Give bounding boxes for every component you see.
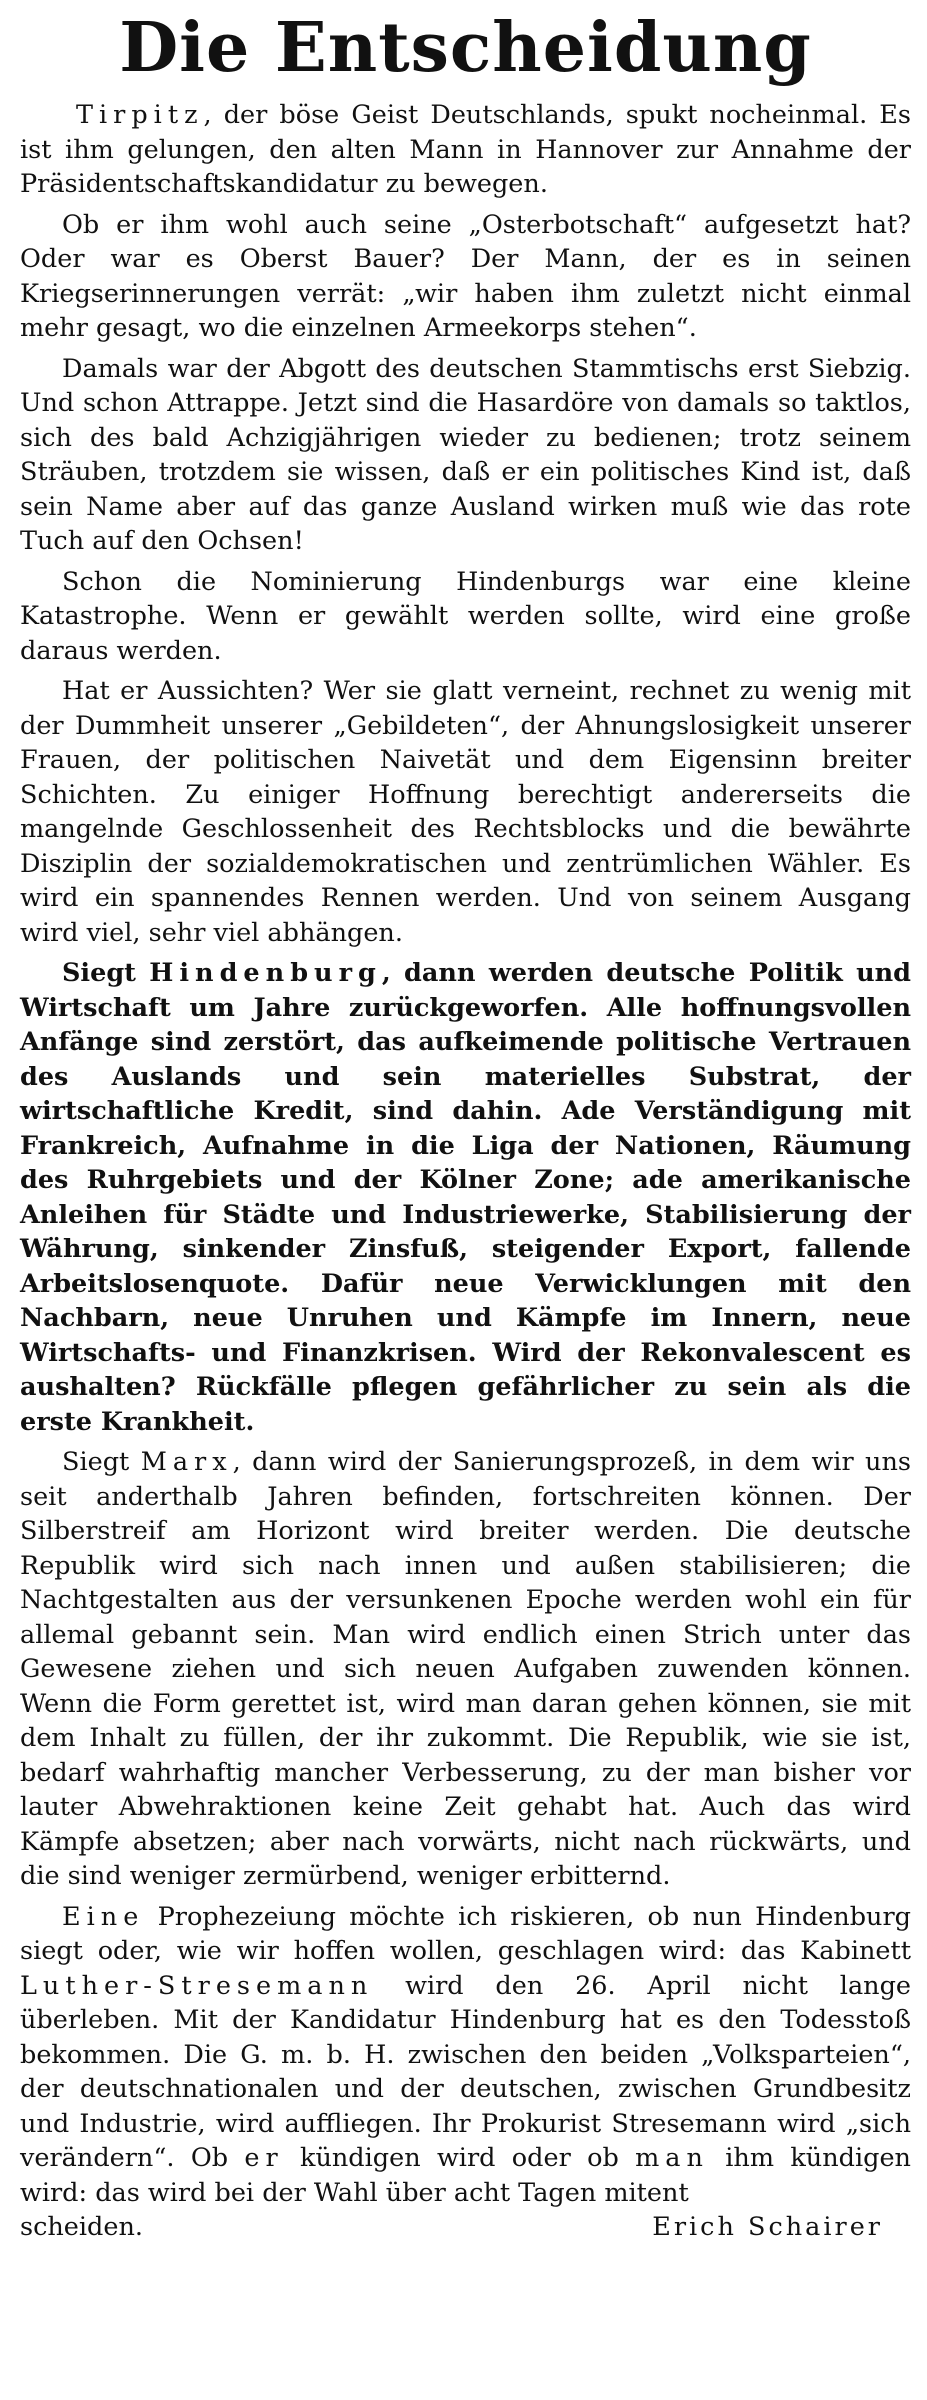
paragraph-6 [20,956,911,1439]
spaced-name-marx: Marx [140,1447,233,1477]
lead-word-eine: Eine [62,1901,145,1932]
paragraph-1 [20,98,911,202]
paragraph-8-text-d: ihm kündigen wird: das wird bei der Wahl über acht Tagen mitent [20,2143,911,2208]
paragraph-8-text-c: kündigen wird oder ob [283,2143,636,2173]
spaced-word-man: man [635,2143,709,2173]
paragraph-6-text: , dann werden deutsche Politik und Wirtschaft um Jahre zurückgeworfen. Alle hoffnungsvollen Anfänge sind zerstört, das aufkeimende politische Vertrauen des Auslands und sein materielles Substrat, der wirtschaftliche Kredit, sind dahin. Ade Verständigung mit Frankreich, Aufnahme in die Liga der Nationen, Räumung des Ruhrgebiets und der Kölner Zone; ade amerikanische Anleihen für Städte und Industriewerke, Stabilisierung der Währung, sinkender Zinsfuß, steigender Export, fallende Arbeitslosenquote. Dafür neue Verwicklungen mit den Nachbarn, neue Unruhen und Kämpfe im Innern, neue Wirtschafts- und Finanzkrisen. Wird der Rekonvalescent es aushalten? Rückfälle pflegen gefährlicher zu sein als die erste Krankheit. [20,958,911,1437]
closing-line [20,2210,911,2245]
paragraph-2-text: Ob er ihm wohl auch seine „Osterbotschaft“ aufgesetzt hat? Oder war es Oberst Bauer? Der Mann, der es in seinen Kriegserinnerungen verrät: „wir haben ihm zuletzt nicht einmal mehr gesagt, wo die einzelnen Armeekorps stehen“. [20,209,911,343]
paragraph-8-text-a: Prophezeiung möchte ich riskieren, ob nun Hindenburg siegt oder, wie wir hoffen wollen, geschlagen wird: das Kabinett [20,1901,911,1966]
paragraph-8-text-b: wird den 26. April nicht lange überleben. Mit der Kandidatur Hindenburg hat es den Todesstoß bekommen. Die G. m. b. H. zwischen den beiden „Volksparteien“, der deutschnationalen und der deutschen, zwischen Grundbesitz und Industrie, wird auffliegen. Ihr Prokurist Stresemann wird „sich verändern“. Ob [20,1970,911,2173]
paragraph-7 [20,1445,911,1894]
paragraph-4-text: Schon die Nominierung Hindenburgs war eine kleine Katastrophe. Wenn er gewählt werden sollte, wird eine große daraus werden. [20,566,911,666]
paragraph-2 [20,208,911,346]
paragraph-4 [20,565,911,669]
lead-word-tirpitz: Tirpitz [76,100,204,130]
paragraph-7-prefix: Siegt [62,1447,141,1477]
paragraph-7-text: , dann wird der Sanierungsprozeß, in dem wir uns seit anderthalb Jahren befinden, fortschreiten können. Der Silberstreif am Horizont wird breiter werden. Die deutsche Republik wird sich nach innen und außen stabilisieren; die Nachtgestalten aus der versunkenen Epoche werden wohl ein für allemal gebannt sein. Man wird endlich einen Strich unter das Gewesene ziehen und sich neuen Aufgaben zuwenden können. Wenn die Form gerettet ist, wird man daran gehen können, sie mit dem Inhalt zu füllen, der ihr zukommt. Die Republik, wie sie ist, bedarf wahrhaftig mancher Verbesserung, zu der man bisher vor lauter Abwehraktionen keine Zeit gehabt hat. Auch das wird Kämpfe absetzen; aber nach vorwärts, nicht nach rückwärts, und die sind weniger zermürbend, weniger erbitternd. [20,1447,911,1891]
spaced-name-hindenburg: Hindenburg [149,958,382,988]
spaced-word-er: er [244,2143,284,2173]
article-title: Die Entscheidung [119,8,812,88]
paragraph-3 [20,352,911,559]
closing-word: scheiden. [20,2212,143,2242]
paragraph-8 [20,1900,911,2211]
paragraph-6-prefix: Siegt [62,958,150,988]
spaced-name-luther-stresemann: Luther-Stresemann [20,1970,374,2001]
paragraph-3-text: Damals war der Abgott des deutschen Stammtischs erst Siebzig. Und schon Attrappe. Jetzt sind die Hasardöre von damals so taktlos, sich des bald Achzigjährigen wieder zu bedienen; trotz seinem Sträuben, trotzdem sie wissen, daß er ein politisches Kind ist, daß sein Name aber auf das ganze Ausland wirken muß wie das rote Tuch auf den Ochsen! [20,353,911,556]
paragraph-5-text: Hat er Aussichten? Wer sie glatt verneint, rechnet zu wenig mit der Dummheit unserer „Gebildeten“, der Ahnungslosigkeit unserer Frauen, der politischen Naivetät und dem Eigensinn breiter Schichten. Zu einiger Hoffnung berechtigt andererseits die mangelnde Geschlossenheit des Rechtsblocks und die bewährte Disziplin der sozialdemokratischen und zentrümlichen Wähler. Es wird ein spannendes Rennen werden. Und von seinem Ausgang wird viel, sehr viel abhängen. [20,676,911,948]
article-body [20,98,911,2245]
author-signature: Erich Schairer [652,2212,883,2242]
paragraph-5 [20,674,911,950]
paragraph-1-text: , der böse Geist Deutschlands, spukt nocheinmal. Es ist ihm gelungen, den alten Mann in Hannover zur Annahme der Präsidentschaftskandidatur zu bewegen. [20,100,911,199]
